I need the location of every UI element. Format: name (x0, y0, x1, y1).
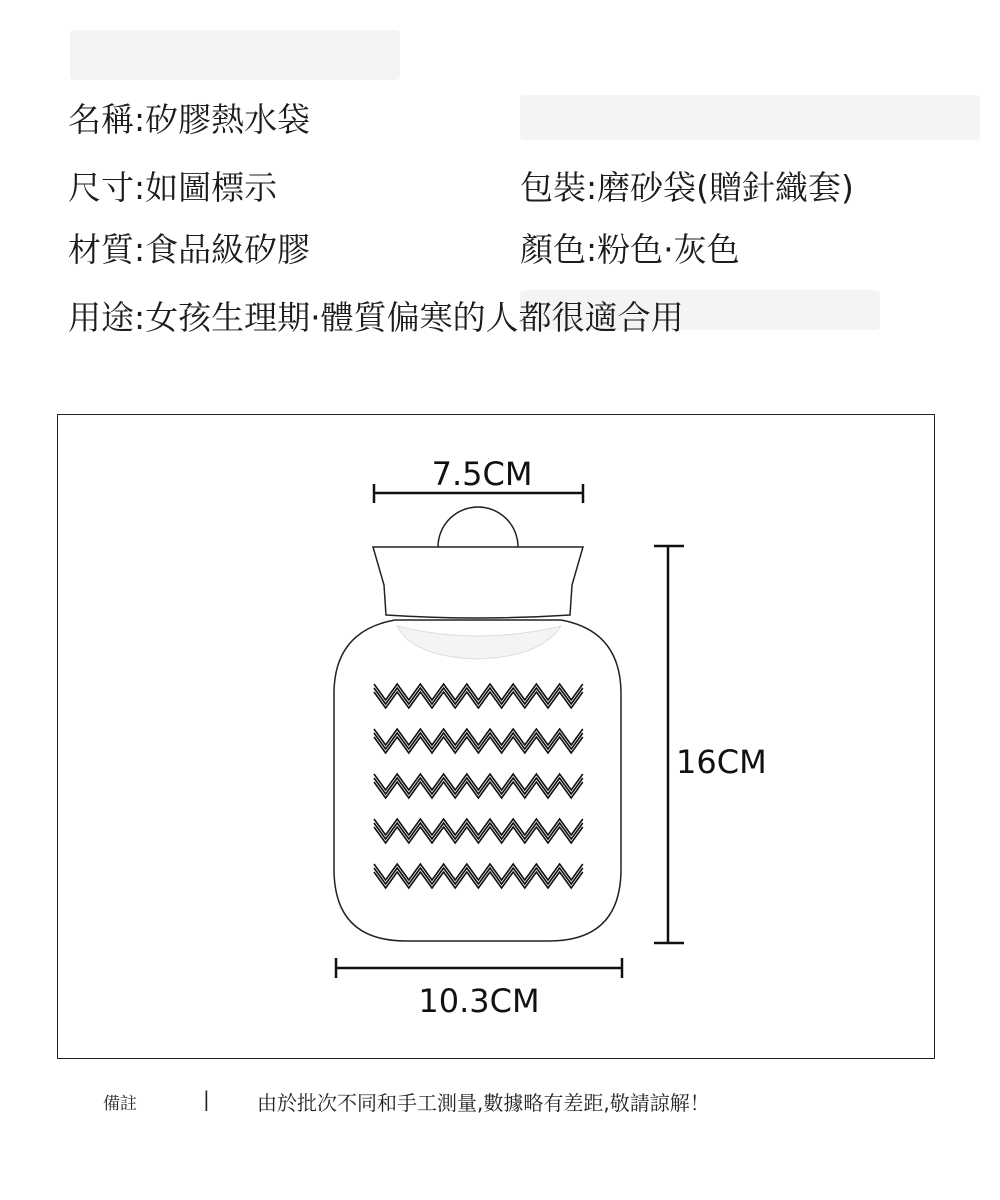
hot-water-bottle-diagram (58, 415, 933, 1057)
spec-material: 材質:食品級矽膠 (68, 230, 311, 269)
neck-width-label: 7.5CM (431, 455, 533, 493)
dimension-diagram-frame (57, 414, 935, 1059)
cap-knob (438, 507, 518, 547)
body-width-dimension-line (336, 958, 622, 978)
note-label: 備註 (103, 1094, 137, 1114)
spec-name: 名稱:矽膠熱水袋 (68, 100, 311, 139)
spec-size: 尺寸:如圖標示 (68, 168, 278, 207)
height-label: 16CM (676, 743, 767, 781)
spec-usage: 用途:女孩生理期·體質偏寒的人都很適合用 (68, 298, 684, 337)
spec-color: 顏色:粉色·灰色 (520, 230, 740, 269)
background-smudge (70, 30, 400, 80)
body-width-label: 10.3CM (418, 982, 540, 1020)
background-smudge (520, 95, 980, 140)
note-separator: | (203, 1087, 210, 1111)
note-text: 由於批次不同和手工測量,數據略有差距,敬請諒解！ (257, 1091, 710, 1115)
spec-packaging: 包裝:磨砂袋(贈針織套) (520, 168, 854, 207)
bottle-cap (373, 547, 583, 618)
